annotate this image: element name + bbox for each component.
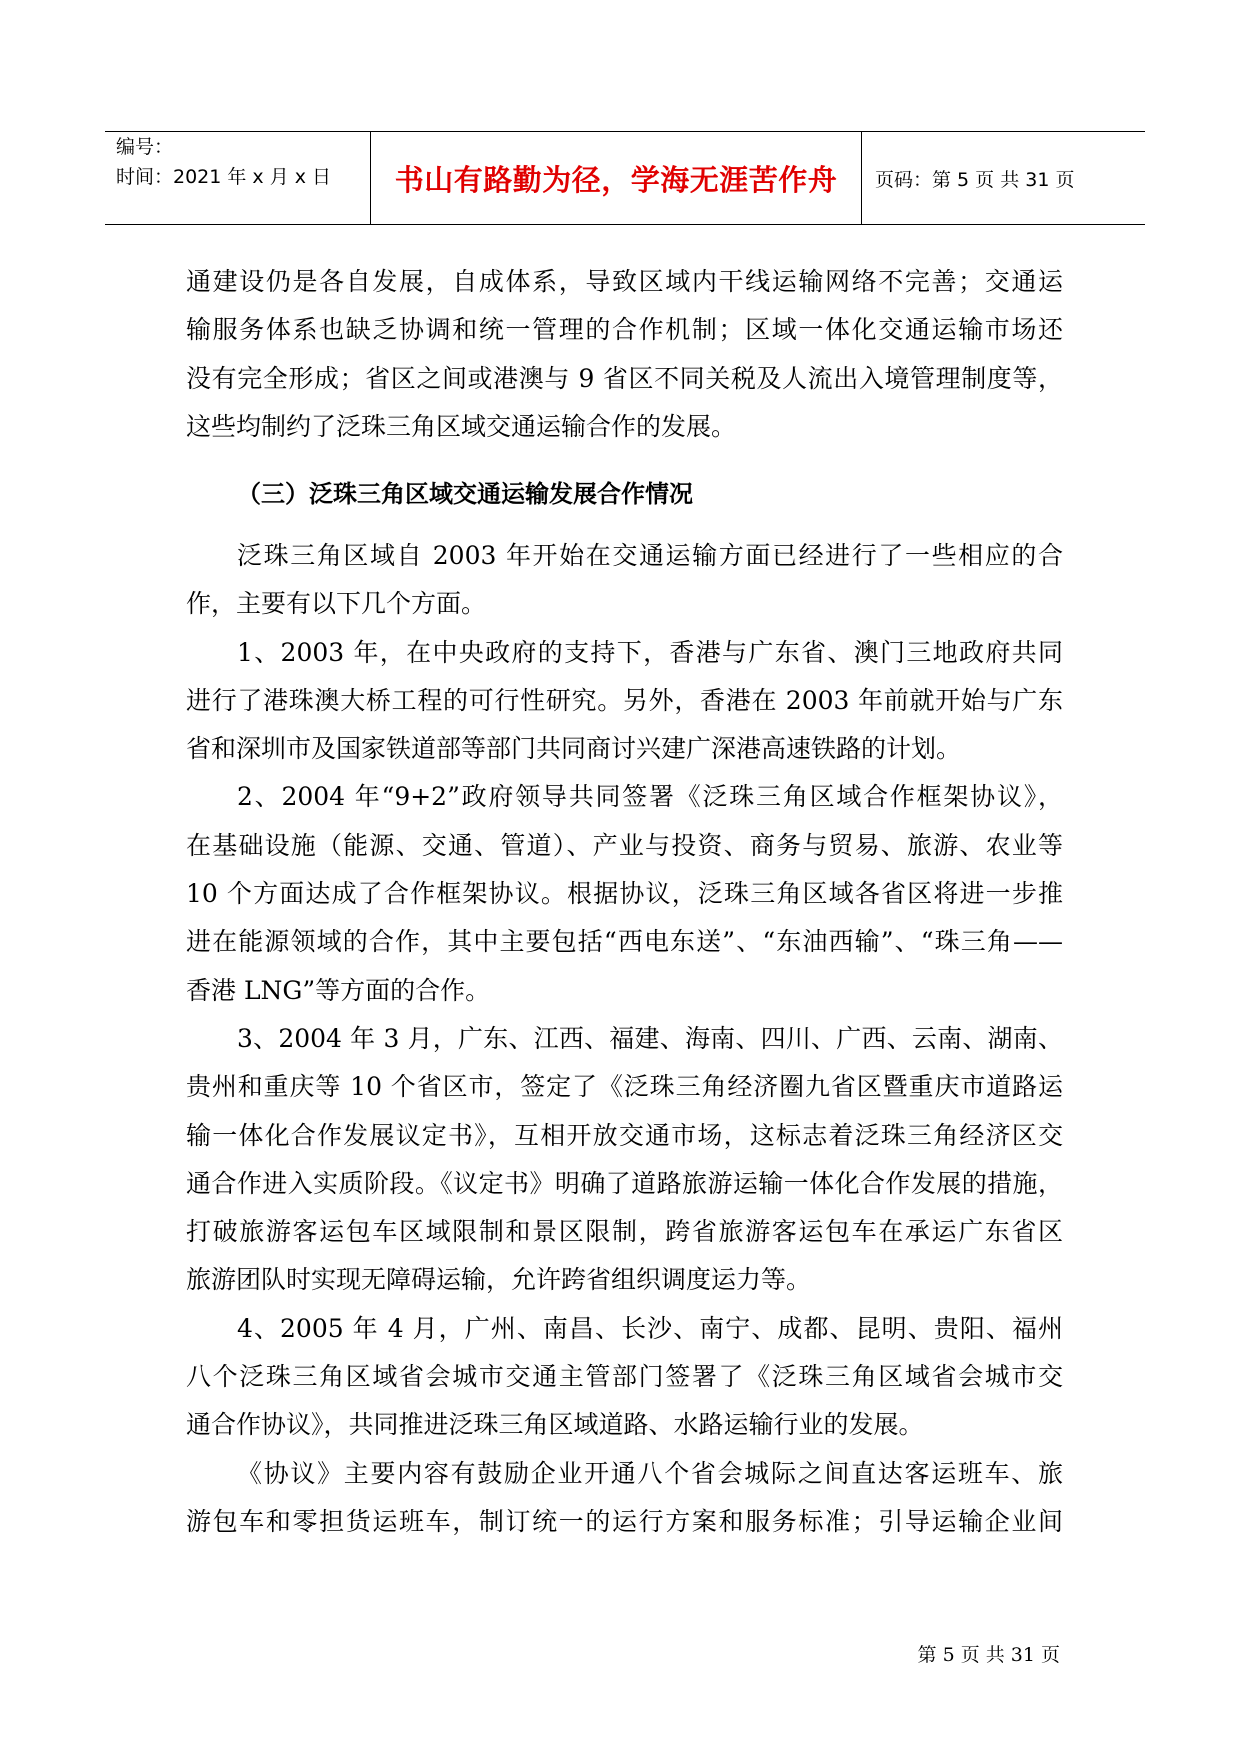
paragraph-line: 旅游团队时实现无障碍运输，允许跨省组织调度运力等。 [186,1265,812,1295]
paragraph-line: 输服务体系也缺乏协调和统一管理的合作机制；区域一体化交通运输市场还 [186,315,1063,345]
paragraph-line: 打破旅游客运包车区域限制和景区限制，跨省旅游客运包车在承运广东省区 [186,1217,1063,1247]
paragraph [186,629,1063,774]
header-meta-cell [105,132,370,224]
paragraph-line: 1、2003 年，在中央政府的支持下，香港与广东省、澳门三地政府共同 [237,637,1063,667]
paragraph-line: 游包车和零担货运班车，制订统一的运行方案和服务标准；引导运输企业间 [186,1506,1063,1536]
section-heading: （三）泛珠三角区域交通运输发展合作情况 [237,479,693,508]
page-header [105,131,1145,225]
paragraph [186,1305,1063,1450]
paragraph [186,258,1063,451]
paragraph-line: 贵州和重庆等 10 个省区市，签定了《泛珠三角经济圈九省区暨重庆市道路运 [186,1072,1063,1102]
page-footer-number: 第 5 页 共 31 页 [917,1644,1060,1666]
paragraph-line: 省和深圳市及国家铁道部等部门共同商讨兴建广深港高速铁路的计划。 [186,734,962,764]
paragraph-line: 通合作协议》，共同推进泛珠三角区域道路、水路运输行业的发展。 [186,1410,924,1440]
paragraph-line: 《协议》主要内容有鼓励企业开通八个省会城际之间直达客运班车、旅 [237,1458,1063,1488]
paragraph-line: 进在能源领域的合作，其中主要包括“西电东送”、“东油西输”、“珠三角—— [186,927,1063,957]
date-label: 时间：2021 年 x 月 x 日 [116,166,332,188]
paragraph-line: 4、2005 年 4 月，广州、南昌、长沙、南宁、成都、昆明、贵阳、福州 [237,1313,1063,1343]
paragraph [186,532,1063,629]
paragraph-line: 在基础设施（能源、交通、管道）、产业与投资、商务与贸易、旅游、农业等 [186,830,1063,860]
paragraph-line: 八个泛珠三角区域省会城市交通主管部门签署了《泛珠三角区域省会城市交 [186,1362,1063,1392]
paragraph-line: 输一体化合作发展议定书》，互相开放交通市场，这标志着泛珠三角经济区交 [186,1120,1063,1150]
header-page-cell [861,132,1145,224]
header-motto-cell [370,132,861,224]
motto: 书山有路勤为径，学海无涯苦作舟 [394,162,838,197]
paragraph-line: 没有完全形成；省区之间或港澳与 9 省区不同关税及人流出入境管理制度等， [186,363,1063,393]
paragraph [186,1015,1063,1305]
document-body [186,258,1063,1546]
paragraph-line: 这些均制约了泛珠三角区域交通运输合作的发展。 [186,411,737,441]
paragraph-line: 通合作进入实质阶段。《议定书》明确了道路旅游运输一体化合作发展的措施， [186,1168,1063,1198]
paragraph-line: 3、2004 年 3 月，广东、江西、福建、海南、四川、广西、云南、湖南、 [237,1023,1063,1053]
paragraph [186,1450,1063,1547]
paragraph-line: 10 个方面达成了合作框架协议。根据协议，泛珠三角区域各省区将进一步推 [186,879,1063,909]
serial-number-label: 编号： [116,136,174,158]
paragraph [186,773,1063,1014]
paragraph-line: 作，主要有以下几个方面。 [186,589,487,619]
header-page-info: 页码：第 5 页 共 31 页 [875,168,1075,191]
paragraph-line: 泛珠三角区域自 2003 年开始在交通运输方面已经进行了一些相应的合 [237,540,1063,570]
paragraph-line: 香港 LNG”等方面的合作。 [186,975,491,1005]
paragraph-line: 通建设仍是各自发展，自成体系，导致区域内干线运输网络不完善；交通运 [186,267,1063,296]
paragraph-line: 进行了港珠澳大桥工程的可行性研究。另外，香港在 2003 年前就开始与广东 [186,685,1063,715]
paragraph-line: 2、2004 年“9+2”政府领导共同签署《泛珠三角区域合作框架协议》， [237,782,1063,812]
